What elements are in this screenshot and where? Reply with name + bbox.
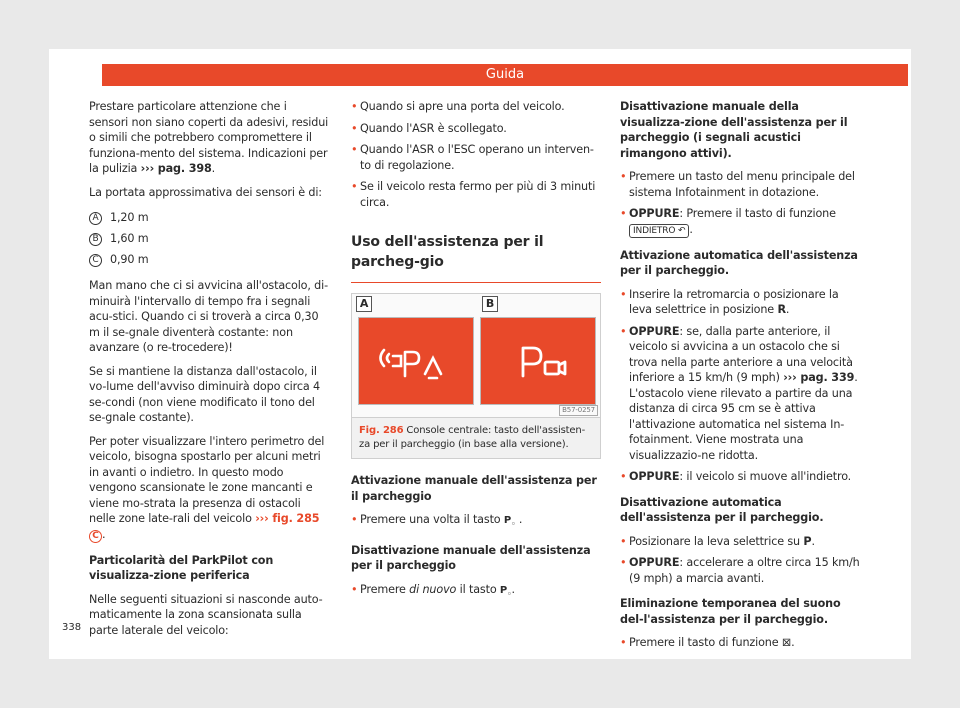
- figure-panels: [352, 294, 600, 418]
- list-item: • Premere una volta il tasto $P_◦$ .: [351, 512, 601, 533]
- list-item: • Quando l'ASR o l'ESC operano un interven-to di regolazione.: [351, 142, 601, 173]
- section-title: Uso dell'assistenza per il parcheg-gio: [351, 232, 601, 283]
- park-assist-button-b: [480, 317, 596, 405]
- section-header: Guida: [102, 64, 908, 86]
- column-2: [351, 99, 601, 608]
- paragraph-perimeter: Per poter visualizzare l'intero perimetro del veicolo, bisogna spostarlo per alcuni metri in avanti o indietro. In questo modo vengono scansionate le zone mancanti e viene mo-strata la presenza di ostacoli nelle zone late-rali del veicolo ››› fig. 285 C .: [89, 434, 325, 541]
- subheading-eliminazione-suono: Eliminazione temporanea del suono del-l'assistenza per il parcheggio.: [620, 597, 841, 626]
- back-arrow-icon: ↶: [678, 225, 686, 236]
- list-item: • Se il veicolo resta fermo per più di 3 minuti circa.: [351, 179, 601, 210]
- distance-list: [89, 208, 329, 270]
- figure-code: B57-0257: [559, 405, 598, 416]
- distance-item-a: A 1,20 m: [89, 208, 329, 228]
- column-3: [620, 99, 862, 657]
- column-1: [89, 99, 329, 646]
- figure-caption: Fig. 286 Console centrale: tasto dell'assisten-za per il parcheggio (in base alla versione).: [352, 418, 600, 458]
- list-item: • Premere il tasto di funzione ⊠.: [620, 635, 862, 651]
- park-sensor-icon: [359, 318, 475, 406]
- list-item: • Quando si apre una porta del veicolo.: [351, 99, 601, 115]
- park-button-icon: $P_◦$: [503, 515, 516, 528]
- list-item: • Premere di nuovo il tasto $P_◦$.: [351, 582, 601, 603]
- manual-page: [49, 49, 911, 659]
- list-item: • Inserire la retromarcia o posizionare la leva selettrice in posizione R.: [620, 287, 862, 318]
- back-key: INDIETRO ↶: [629, 224, 689, 238]
- paragraph-sensors: Prestare particolare attenzione che i sensori non siano coperti da adesivi, residui o simili che potrebbero compromettere il funziona-mento del sistema. Indicazioni per la pulizia ››› pag. 398.: [89, 100, 329, 175]
- page-number: 338: [62, 622, 82, 633]
- list-item: • Quando l'ASR è scollegato.: [351, 121, 601, 137]
- label-c-icon: C: [89, 530, 102, 543]
- list-item: • OPPURE: il veicolo si muove all'indietro.: [620, 469, 862, 485]
- figure-link[interactable]: ››› fig. 285: [255, 512, 320, 525]
- subheading-attivazione-automatica: Attivazione automatica dell'assistenza per il parcheggio.: [620, 248, 858, 277]
- page-link[interactable]: ››› pag. 398: [140, 162, 212, 175]
- list-item: • OPPURE: Premere il tasto di funzione INDIETRO ↶ .: [620, 206, 862, 238]
- park-button-icon: $P_◦$: [499, 584, 512, 598]
- list-item: • OPPURE: se, dalla parte anteriore, il veicolo si avvicina a un ostacolo che si trova nella parte anteriore a una velocità inferiore a 15 km/h (9 mph) ››› pag. 339. L'ostacolo viene rilevato a partire da una distanza di circa 95 cm se è attiva l'attivazione automatica nel sistema In-fotainment. Viene mostrata una visualizzazio-ne ridotta.: [620, 324, 862, 464]
- subheading-disattivazione: Disattivazione manuale dell'assistenza per il parcheggio: [351, 543, 591, 572]
- paragraph-approach: Man mano che ci si avvicina all'ostacolo, di-minuirà l'intervallo di tempo fra i segnali acu-stici. Quando ci si troverà a circa 0,30 m il se-gnale diventerà costante: non avanzare (o re-trocedere)!: [89, 279, 328, 354]
- page-link[interactable]: ››› pag. 339: [783, 371, 855, 384]
- list-item: • Posizionare la leva selettrice su P.: [620, 534, 862, 550]
- distance-item-b: B 1,60 m: [89, 229, 329, 249]
- subheading-periferica: Particolarità del ParkPilot con visualizza-zione periferica: [89, 553, 274, 582]
- paragraph-situations: Nelle seguenti situazioni si nasconde auto-maticamente la zona scansionata sulla parte laterale del veicolo:: [89, 592, 323, 637]
- paragraph-range: La portata approssimativa dei sensori è di:: [89, 185, 322, 199]
- figure-label-b: B: [482, 296, 498, 312]
- park-assist-button-a: [358, 317, 474, 405]
- label-a-icon: A: [89, 212, 102, 225]
- list-item: • Premere un tasto del menu principale del sistema Infotainment in dotazione.: [620, 169, 862, 200]
- subheading-disattivazione-visualizzazione: Disattivazione manuale della visualizza-zione dell'assistenza per il parcheggio (i segnali acustici rimangono attivi).: [620, 100, 848, 160]
- figure-286: [351, 293, 601, 459]
- subheading-disattivazione-automatica: Disattivazione automatica dell'assistenza per il parcheggio.: [620, 495, 824, 524]
- mute-icon: ⊠: [781, 636, 792, 649]
- park-camera-icon: [481, 318, 597, 406]
- subheading-attivazione: Attivazione manuale dell'assistenza per il parcheggio: [351, 474, 597, 503]
- list-item: • OPPURE: accelerare a oltre circa 15 km/h (9 mph) a marcia avanti.: [620, 555, 862, 586]
- label-c-icon: C: [89, 254, 102, 267]
- distance-item-c: C 0,90 m: [89, 250, 329, 270]
- label-b-icon: B: [89, 233, 102, 246]
- figure-label-a: A: [356, 296, 372, 312]
- paragraph-volume: Se si mantiene la distanza dall'ostacolo, il vo-lume dell'avviso diminuirà dopo circa 4 se-condi (non viene modificato il tono del se-gnale costante).: [89, 364, 320, 424]
